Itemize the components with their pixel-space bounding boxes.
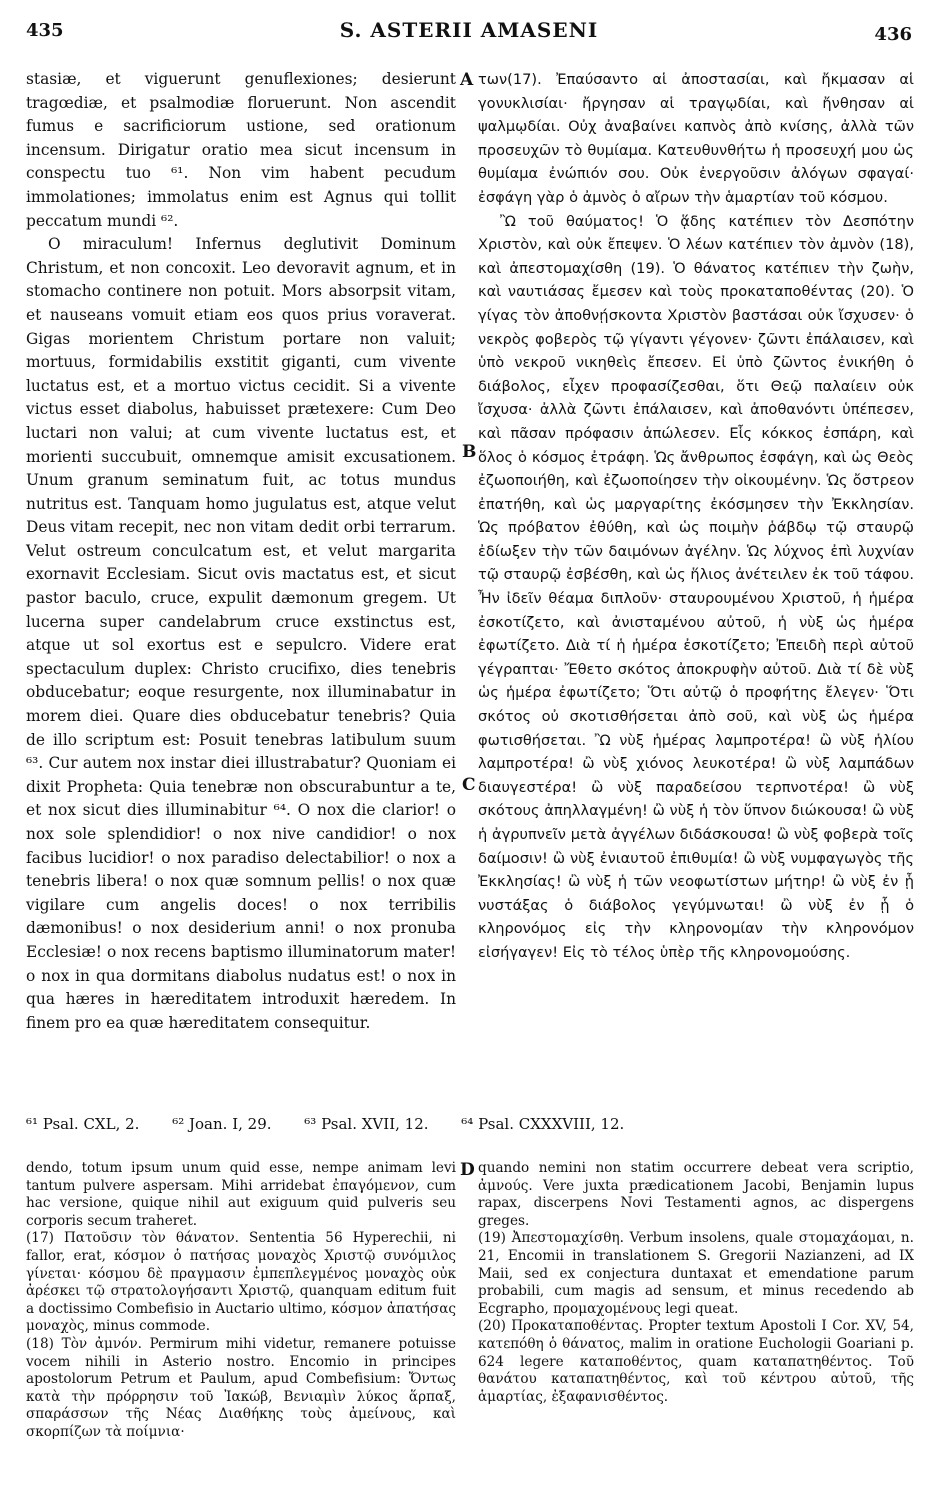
notes-right-column bbox=[478, 1160, 914, 1406]
section-marker-a: A bbox=[460, 70, 474, 90]
section-marker-d: D bbox=[460, 1160, 475, 1180]
page-number-right: 436 bbox=[874, 24, 912, 45]
footnote-64: ⁶⁴ Psal. CXXXVIII, 12. bbox=[461, 1115, 625, 1133]
greek-paragraph-1: των(17). Ἐπαύσαντο αἱ ἀποστασίαι, καὶ ἤκμασαν αἱ γονυκλισίαι· ἤργησαν αἱ τραγῳδίαι, καὶ ἤνθησαν αἱ ψαλμῳδίαι. Οὐχ ἀναβαίνει καπνὸς ἀπὸ κνίσης, ἀλλὰ τῶν προσευχῶν τὸ θυμίαμα. Κατευθυνθήτω ἡ προσευχή μου ὡς θυμίαμα ἐνώπιόν σου. Οὐκ ἐνεργοῦσιν ἀλόγων σφαγαί· ἐσφάγη γὰρ ὁ ἀμνὸς ὁ αἴρων τὴν ἁμαρτίαν τοῦ κόσμου. bbox=[478, 71, 914, 206]
greek-paragraph-2: Ὢ τοῦ θαύματος! Ὁ ᾅδης κατέπιεν τὸν Δεσπότην Χριστὸν, καὶ οὐκ ἔπεψεν. Ὁ λέων κατέπιεν τὸν ἀμνὸν (18), καὶ ἀπεστομαχίσθη (19). Ὁ θάνατος κατέπιεν τὴν ζωὴν, καὶ ναυτιάσας ἔμεσεν καὶ τοὺς προκαταποθέντας (20). Ὁ γίγας τὸν ἀποθνῄσκοντα Χριστὸν βαστάσαι οὐκ ἴσχυσεν· ὁ νεκρὸς φοβερὸς τῷ γίγαντι γέγονεν· ζῶντι ἐπάλαισεν, καὶ ὑπὸ νεκροῦ νικηθεὶς ἔπεσεν. Εἰ ὑπὸ ζῶντος ἐνικήθη ὁ διάβολος, εἶχεν προφασίζεσθαι, ὅτι Θεῷ παλαίειν οὐκ ἴσχυσα· ἀλλὰ ζῶντι ἐπάλαισεν, καὶ ἀποθανόντι ὑπέπεσεν, καὶ πᾶσαν πρόφασιν ἀπώλεσεν. Εἷς κόκκος ἐσπάρη, καὶ ὅλος ὁ κόσμος ἐτράφη. Ὡς ἄνθρωπος ἐσφάγη, καὶ ὡς Θεὸς ἐζωοποιήθη, καὶ ἐζωοποίησεν τὴν οἰκουμένην. Ὡς ὄστρεον ἐπατήθη, καὶ ὡς μαργαρίτης ἐκόσμησεν τὴν Ἐκκλησίαν. Ὡς πρόβατον ἐθύθη, καὶ ὡς ποιμὴν ῥάβδῳ τῷ σταυρῷ ἐδίωξεν τὴν τῶν δαιμόνων ἀγέλην. Ὡς λύχνος ἐπὶ λυχνίαν τῷ σταυρῷ ἐσβέσθη, καὶ ὡς ἥλιος ἀνέτειλεν ἐκ τοῦ τάφου. Ἦν ἰδεῖν θέαμα διπλοῦν· σταυρουμένου Χριστοῦ, ἡ ἡμέρα ἐσκοτίζετο, καὶ ἀνισταμένου αὐτοῦ, ἡ νὺξ ὡς ἡμέρα ἐφωτίζετο. Διὰ τί ἡ ἡμέρα ἐσκοτίζετο; Ἐπειδὴ περὶ αὐτοῦ γέγραπται· Ἔθετο σκότος ἀποκρυφὴν αὐτοῦ. Διὰ τί δὲ νὺξ ὡς ἡμέρα ἐφωτίζετο; Ὅτι αὐτῷ ὁ προφήτης ἔλεγεν· Ὅτι σκότος οὐ σκοτισθήσεται ἀπὸ σοῦ, καὶ νὺξ ὡς ἡμέρα φωτισθήσεται. Ὢ νὺξ ἡμέρας λαμπροτέρα! ὢ νὺξ ἡλίου λαμπροτέρα! ὢ νὺξ χιόνος λευκοτέρα! ὢ νὺξ λαμπάδων διαυγεστέρα! ὢ νὺξ παραδείσου τερπνοτέρα! ὢ νὺξ σκότους ἀπηλλαγμένη! ὢ νὺξ ἡ τὸν ὕπνον διώκουσα! ὢ νὺξ ἡ ἀγρυπνεῖν μετὰ ἀγγέλων διδάσκουσα! ὢ νὺξ φοβερὰ τοῖς δαίμοσιν! ὢ νὺξ ἐνιαυτοῦ ἐπιθυμία! ὢ νὺξ νυμφαγωγὸς τῆς Ἐκκλησίας! ὢ νὺξ ἡ τῶν νεοφωτίστων μήτηρ! ὢ νὺξ ἐν ᾗ νυστάξας ὁ διάβολος γεγύμνωται! ὢ νὺξ ἐν ᾗ ὁ κληρονόμος εἰς τὴν κληρονομίαν τὴν κληρονόμον εἰσήγαγεν! Εἰς τὸ τέλος ὑπὲρ τῆς κληρονομούσης. bbox=[478, 212, 914, 961]
greek-column bbox=[478, 68, 914, 965]
note-right-1: quando nemini non statim occurrere debeat vera scriptio, ἀμνούς. Vere juxta prædicationem Jacobi, Benjamin lupus rapax, discerpens Novi Testamenti agnos, ac dispergens greges. bbox=[478, 1160, 914, 1229]
section-marker-b: B bbox=[462, 442, 477, 462]
section-marker-c: C bbox=[462, 775, 476, 795]
running-title: S. ASTERII AMASENI bbox=[339, 18, 599, 42]
footnote-63: ⁶³ Psal. XVII, 12. bbox=[304, 1115, 429, 1133]
note-left-2: (17) Πατοῦσιν τὸν θάνατον. Sententia 56 Hyperechii, ni fallor, erat, κόσμον ὁ πατήσας μοναχὸς Χριστῷ συνόμιλος γίνεται· κόσμου δὲ πραγμασιν ἐμπεπλεγμένος μοναχὸς οὐκ ἀρέσκει τῷ στρατολογήσαντι Χριστῷ, quanquam editum fuit a doctissimo Combefisio in Auctario ultimo, κόσμον ἀπατήσας μοναχὸς, minus commode. bbox=[26, 1230, 456, 1335]
page-number-left: 435 bbox=[26, 20, 64, 41]
note-left-3: (18) Τὸν ἀμνόν. Permirum mihi videtur, remanere potuisse vocem nihili in Asterio nostro. Encomio in principes apostolorum Petrum et Paulum, apud Combefisium: Ὄντως κατὰ τὴν πρόρρησιν τοῦ Ἰακώβ, Βενιαμὶν λύκος ἅρπαξ, σπαράσσων τῆς Νέας Διαθήκης τοὺς ἀμείνους, καὶ σκορπίζων τὰ ποίμνια· bbox=[26, 1335, 456, 1440]
latin-paragraph-2: O miraculum! Infernus deglutivit Dominum Christum, et non concoxit. Leo devoravit agnum, et in stomacho continere non potuit. Mors absorpsit vitam, et nauseans vomuit etiam eos quos prius voraverat. Gigas morientem Christum portare non valuit; mortuus, formidabilis exstitit giganti, cum vivente luctatus est, et a mortuo victus cecidit. Si a vivente victus esset diabolus, habuisset prætexere: Cum Deo luctari non valui; at cum vivente luctatus est, et morienti succubuit, omnemque amisit excusationem. Unum granum seminatum fuit, ac totus mundus nutritus est. Tanquam homo jugulatus est, atque velut Deus vitam recepit, nec non vitam dedit orbi terrarum. Velut ostreum conculcatum est, et velut margarita exornavit Ecclesiam. Sicut ovis mactatus est, et sicut pastor baculo, cruce, expulit dæmonum gregem. Ut lucerna super candelabrum cruce exstinctus est, atque ut sol exortus est e sepulcro. Videre erat spectaculum duplex: Christo crucifixo, dies tenebris obducebatur; eoque resurgente, nox illuminabatur in morem diei. Quare dies obducebatur tenebris? Quia de illo scriptum est: Posuit tenebras latibulum suum ⁶³. Cur autem nox instar diei illustrabatur? Quoniam ei dixit Propheta: Quia tenebræ non obscurabuntur a te, et nox sicut dies illuminabitur ⁶⁴. O nox die clarior! o nox sole splendidior! o nox nive candidior! o nox facibus lucidior! o nox paradiso delectabilior! o nox a tenebris libera! o nox quæ somnum pellis! o nox quæ vigilare cum angelis doces! o nox terribilis dæmonibus! o nox desiderium anni! o nox pronuba Ecclesiæ! o nox recens baptismo illuminatorum mater! o nox in qua dormitans diabolus nudatus est! o nox in qua hæres in hæreditatem introduxit hæredem. In finem pro ea quæ hæreditatem consequitur. bbox=[26, 235, 456, 1032]
notes-left-column bbox=[26, 1160, 456, 1442]
note-right-3: (20) Προκαταποθέντας. Propter textum Apostoli I Cor. XV, 54, κατεπόθη ὁ θάνατος, malim in oratione Euchologii Goariani p. 624 legere καταποθέντος, quam καταπατηθέντος. Τοῦ θανάτου καταπατηθέντος, καὶ τοῦ κέντρου αὐτοῦ, τῆς ἁμαρτίας, ἐξαφανισθέντος. bbox=[478, 1318, 914, 1405]
footnotes bbox=[26, 1115, 912, 1133]
footnote-62: ⁶² Joan. I, 29. bbox=[172, 1115, 272, 1133]
note-right-2: (19) Ἀπεστομαχίσθη. Verbum insolens, quale στομαχάομαι, n. 21, Encomii in translationem S. Gregorii Nazianzeni, ad IX Maii, sed ex conjectura duntaxat et emendatione parum probabili, cum magis ad sensum, et minus recedendo ab Ecgrapho, προμαχομένους legi queat. bbox=[478, 1230, 914, 1317]
latin-column bbox=[26, 68, 456, 1035]
note-left-1: dendo, totum ipsum unum quid esse, nempe animam levi tantum pulvere aspersam. Mihi arridebat ἐπαγόμενον, cum hac versione, quique nihil aut exiguum quid pulveris seu corporis secum traheret. bbox=[26, 1160, 456, 1229]
latin-paragraph-1: stasiæ, et viguerunt genuflexiones; desierunt tragœdiæ, et psalmodiæ floruerunt. Non ascendit fumus e sacrificiorum ustione, sed orationum incensum. Dirigatur oratio mea sicut incensum in conspectu tuo ⁶¹. Non vim habent pecudum immolationes; immolatus enim est Agnus qui tollit peccatum mundi ⁶². bbox=[26, 70, 456, 230]
footnote-61: ⁶¹ Psal. CXL, 2. bbox=[26, 1115, 140, 1133]
page-header bbox=[26, 18, 912, 52]
